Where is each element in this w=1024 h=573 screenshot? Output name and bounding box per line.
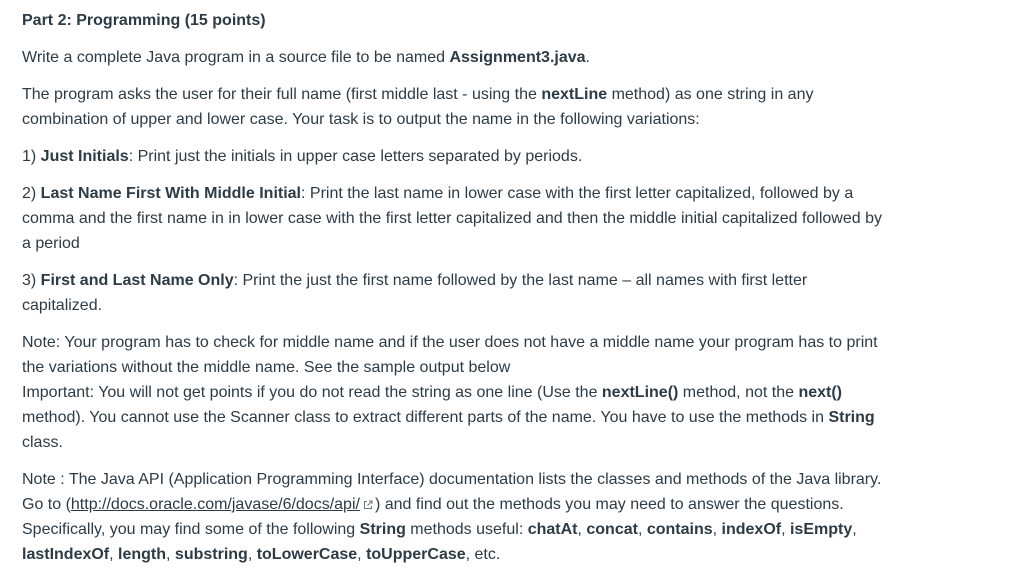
- item-title: Just Initials: [40, 148, 129, 165]
- list-separator: ,: [247, 546, 257, 563]
- method-name: concat: [586, 521, 638, 538]
- task-paragraph: [22, 82, 882, 132]
- task-text: The program asks the user for their full name (first middle last - using the: [22, 86, 542, 103]
- list-separator: ,: [357, 546, 367, 563]
- list-separator: ,: [109, 546, 119, 563]
- variation-item-3: [22, 268, 882, 318]
- method-nextline: nextLine(): [601, 384, 679, 401]
- method-name: toUpperCase: [366, 546, 466, 563]
- method-name: indexOf: [721, 521, 782, 538]
- method-name: lastIndexOf: [22, 546, 110, 563]
- item-description: : Print the just the first name followed by the last name – all names with first letter capitalized.: [22, 272, 808, 314]
- important-text: class.: [22, 434, 63, 451]
- class-name: String: [359, 521, 406, 538]
- section-heading: Part 2: Programming (15 points): [22, 12, 266, 29]
- important-text: Important: You will not get points if you do not read the string as one line (Use the: [22, 384, 602, 401]
- list-separator: ,: [712, 521, 722, 538]
- method-name: isEmpty: [789, 521, 853, 538]
- variation-item-1: [22, 144, 882, 169]
- method-name: toLowerCase: [256, 546, 358, 563]
- item-description: : Print the last name in lower case with the first letter capitalized, followed by a comma and the first name in in lower case with the first letter capitalized and then the middle initial capitalized followed by a period: [22, 185, 882, 252]
- important-text: method). You cannot use the Scanner class to extract different parts of the name. You have to use the methods in: [22, 409, 829, 426]
- task-method: nextLine: [541, 86, 608, 103]
- note-text: Note: Your program has to check for middle name and if the user does not have a middle name your program has to print the variations without the middle name. See the sample output below: [22, 334, 878, 376]
- method-name: length: [118, 546, 167, 563]
- method-name: substring: [174, 546, 248, 563]
- api-note-text: methods useful:: [405, 521, 528, 538]
- item-number: 2): [22, 185, 41, 202]
- external-link-icon: [363, 500, 373, 510]
- important-text: method, not the: [678, 384, 799, 401]
- task-text-end: method) as one string in any combination of upper and lower case. Your task is to output the name in the following variations:: [22, 86, 814, 128]
- intro-end: .: [585, 49, 590, 66]
- item-description: : Print just the initials in upper case letters separated by periods.: [128, 148, 583, 165]
- api-note-paragraph: [22, 467, 882, 567]
- list-separator: ,: [637, 521, 647, 538]
- class-name: String: [828, 409, 875, 426]
- method-name: contains: [646, 521, 713, 538]
- variation-item-2: [22, 181, 882, 256]
- java-api-docs-link[interactable]: http://docs.oracle.com/javase/6/docs/api/: [70, 496, 360, 513]
- api-note-text: Note : The Java API (Application Programming Interface) documentation lists the classes and methods of the Java library. Go to (: [22, 471, 882, 513]
- api-note-text: ) and find out the methods you may need to answer the questions. Specifically, you may find some of the following: [22, 496, 844, 538]
- api-note-end: , etc.: [465, 546, 501, 563]
- item-number: 3): [22, 272, 41, 289]
- method-next: next(): [798, 384, 842, 401]
- note-paragraph: [22, 330, 882, 455]
- list-separator: ,: [166, 546, 175, 563]
- method-name: chatAt: [527, 521, 578, 538]
- list-separator: ,: [781, 521, 790, 538]
- intro-paragraph: [22, 45, 882, 70]
- filename: Assignment3.java: [449, 49, 586, 66]
- item-title: Last Name First With Middle Initial: [40, 185, 301, 202]
- intro-text: Write a complete Java program in a source file to be named: [22, 49, 450, 66]
- item-title: First and Last Name Only: [40, 272, 234, 289]
- list-separator: ,: [852, 521, 857, 538]
- item-number: 1): [22, 148, 41, 165]
- list-separator: ,: [577, 521, 587, 538]
